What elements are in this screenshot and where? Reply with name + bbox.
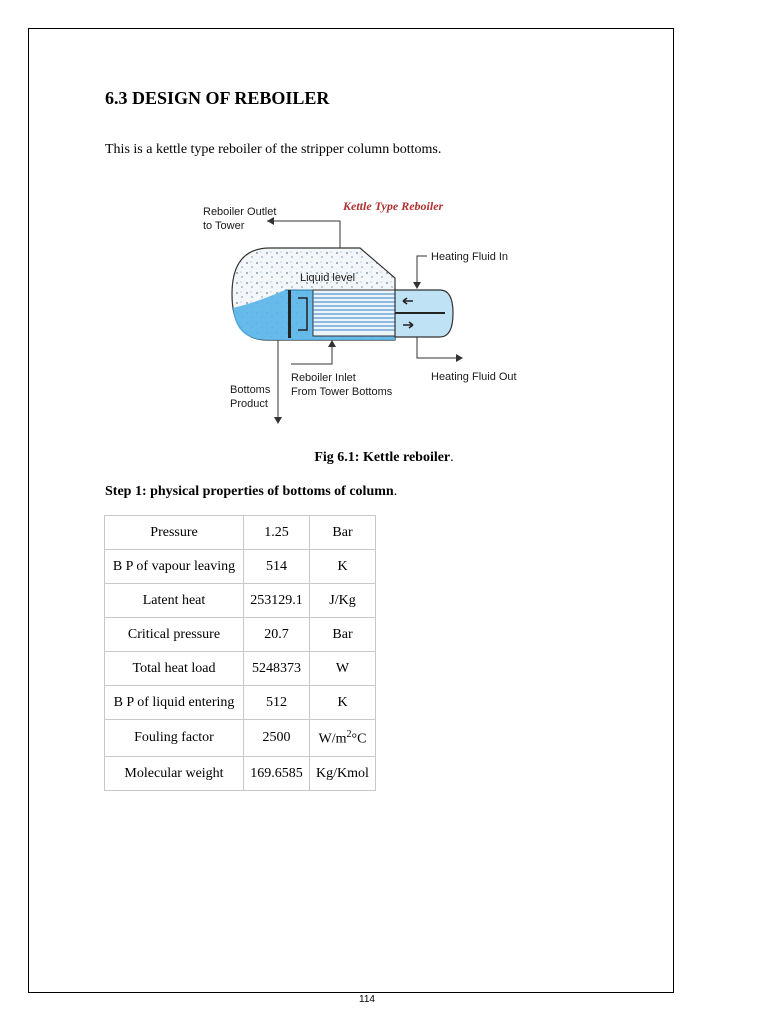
unit-cell: Bar [310, 516, 376, 550]
property-cell: Molecular weight [105, 757, 244, 791]
property-cell: B P of vapour leaving [105, 550, 244, 584]
properties-table [104, 515, 376, 791]
table-row [105, 618, 376, 652]
value-cell: 169.6585 [244, 757, 310, 791]
label-bottoms: Bottoms [230, 384, 271, 396]
caption-period: . [450, 450, 454, 465]
unit-suffix: °C [351, 731, 367, 747]
table-row [105, 516, 376, 550]
unit-cell: K [310, 550, 376, 584]
table-row [105, 686, 376, 720]
table-row [105, 652, 376, 686]
kettle-reboiler-diagram [195, 190, 535, 430]
unit-cell: Bar [310, 618, 376, 652]
unit-superscript: 2 [346, 728, 352, 740]
value-cell: 253129.1 [244, 584, 310, 618]
property-cell: Total heat load [105, 652, 244, 686]
unit-cell: W [310, 652, 376, 686]
figure-caption [0, 450, 768, 466]
label-liquid-level: Liquid level [300, 272, 356, 284]
label-reboiler-inlet: Reboiler Inlet [291, 372, 356, 384]
property-cell: Latent heat [105, 584, 244, 618]
value-cell: 1.25 [244, 516, 310, 550]
figure-title: Kettle Type Reboiler [343, 199, 444, 213]
table-row [105, 550, 376, 584]
value-cell: 5248373 [244, 652, 310, 686]
unit-cell: J/Kg [310, 584, 376, 618]
page-number: 114 [359, 994, 375, 1005]
property-cell: Pressure [105, 516, 244, 550]
page-border [28, 28, 674, 993]
step-text: Step 1: physical properties of bottoms of column [105, 484, 394, 499]
step-period: . [393, 484, 398, 499]
intro-paragraph: This is a kettle type reboiler of the stripper column bottoms. [105, 142, 442, 157]
unit-cell [310, 720, 376, 757]
label-product: Product [230, 398, 268, 410]
value-cell: 514 [244, 550, 310, 584]
property-cell: Critical pressure [105, 618, 244, 652]
value-cell: 20.7 [244, 618, 310, 652]
label-from-tower-bottoms: From Tower Bottoms [291, 386, 393, 398]
value-cell: 2500 [244, 720, 310, 757]
property-cell: Fouling factor [105, 720, 244, 757]
property-cell: B P of liquid entering [105, 686, 244, 720]
step-heading [105, 484, 397, 500]
value-cell: 512 [244, 686, 310, 720]
unit-cell: Kg/Kmol [310, 757, 376, 791]
section-heading: 6.3 DESIGN OF REBOILER [105, 88, 330, 108]
table-row [105, 757, 376, 791]
label-heating-fluid-in: Heating Fluid In [431, 251, 509, 263]
table-row [105, 584, 376, 618]
unit-cell: K [310, 686, 376, 720]
caption-text: Fig 6.1: Kettle reboiler [314, 450, 451, 465]
label-reboiler-outlet: Reboiler Outlet [203, 206, 277, 218]
tube-bundle [313, 290, 403, 336]
label-to-tower: to Tower [203, 220, 245, 232]
table-row [105, 720, 376, 757]
unit-prefix: W/m [318, 731, 347, 747]
label-heating-fluid-out: Heating Fluid Out [431, 371, 517, 383]
